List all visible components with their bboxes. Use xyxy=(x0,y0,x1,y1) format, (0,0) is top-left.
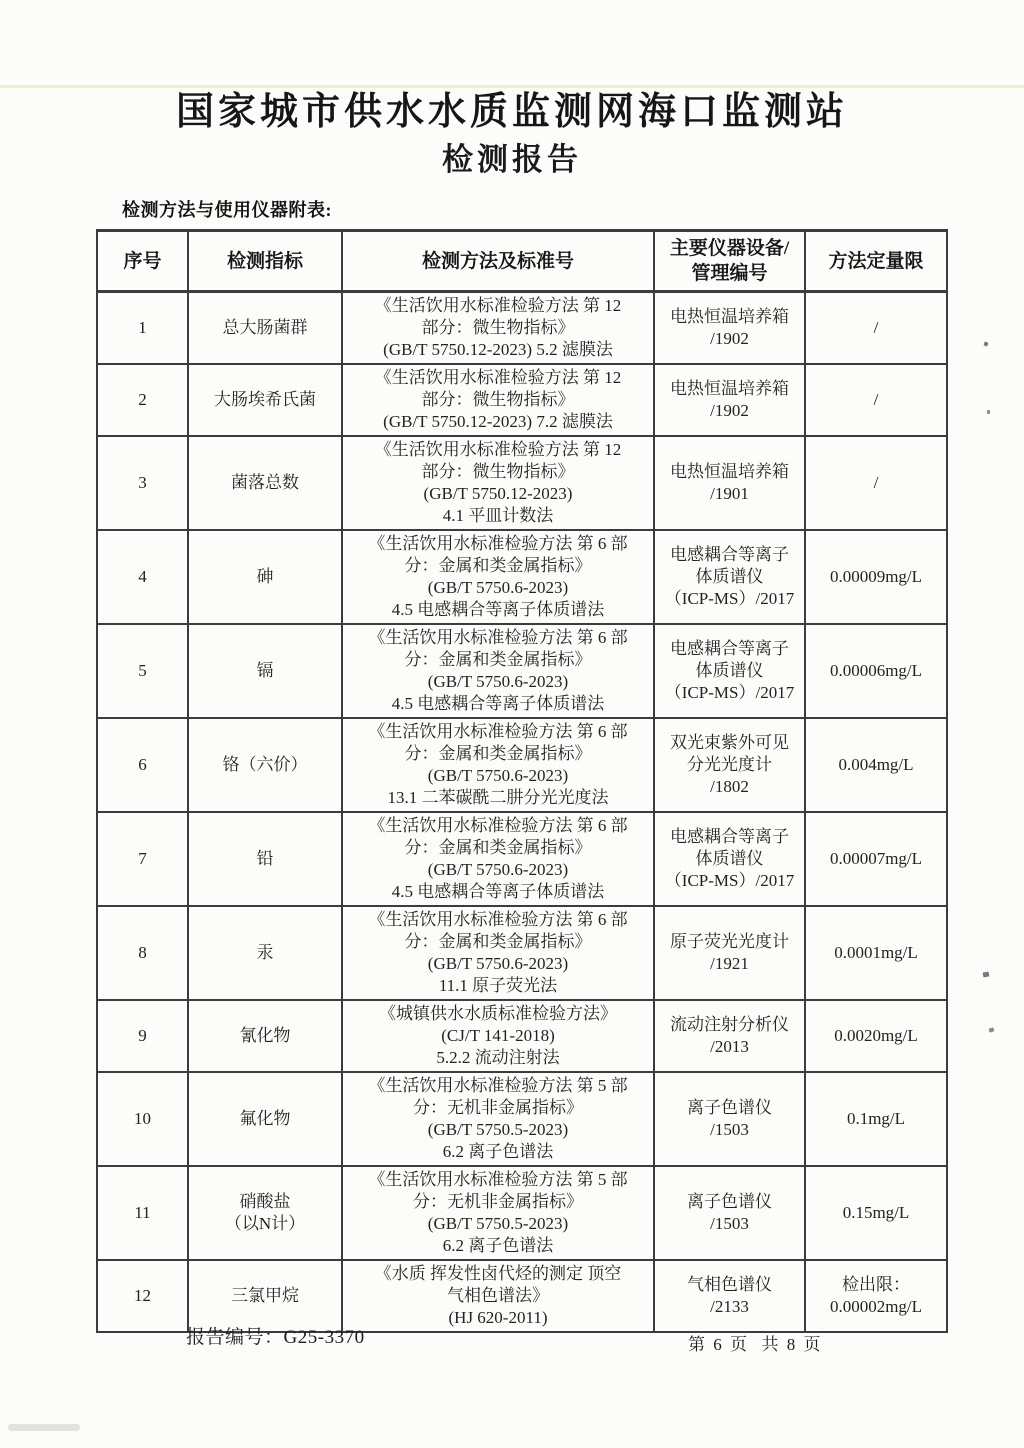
method-cell-line: (GB/T 5750.12-2023) 5.2 滤膜法 xyxy=(383,340,613,359)
method-cell-line: (HJ 620-2011) xyxy=(448,1308,548,1327)
table-row xyxy=(97,624,947,718)
limit-cell-line: 0.00009mg/L xyxy=(829,567,923,586)
indicator-cell-line: 菌落总数 xyxy=(231,473,299,492)
method-cell xyxy=(342,292,654,365)
method-cell xyxy=(342,812,654,906)
method-cell-line: 部分：微生物指标》 xyxy=(421,462,575,481)
indicator-cell xyxy=(188,1166,342,1260)
method-cell-line: 4.5 电感耦合等离子体质谱法 xyxy=(391,694,605,713)
method-cell-line: 6.2 离子色谱法 xyxy=(442,1142,554,1161)
method-cell-line: 《生活饮用水标准检验方法 第 12 xyxy=(374,368,622,387)
row-number: 1 xyxy=(97,292,188,365)
method-cell-line: 分：金属和类金属指标》 xyxy=(404,744,592,763)
col-header-instrument-line2: 管理编号 xyxy=(691,263,768,284)
table-row xyxy=(97,812,947,906)
limit-cell-line: 0.00006mg/L xyxy=(829,661,923,680)
instrument-cell xyxy=(654,530,805,624)
method-cell-line: 《生活饮用水标准检验方法 第 12 xyxy=(374,440,622,459)
col-header-instrument-line1: 主要仪器设备/ xyxy=(669,238,790,259)
limit-cell-line: 0.0020mg/L xyxy=(834,1026,918,1045)
method-cell-line: 《生活饮用水标准检验方法 第 6 部 xyxy=(368,628,628,647)
method-cell-line: 《生活饮用水标准检验方法 第 12 xyxy=(374,296,622,315)
method-cell-line: 5.2.2 流动注射法 xyxy=(436,1048,560,1067)
instrument-cell-line: （ICP-MS）/2017 xyxy=(664,871,795,890)
indicator-cell-line: 三氯甲烷 xyxy=(231,1286,299,1305)
scan-artifact-smudge xyxy=(8,1424,80,1431)
indicator-cell-line: 大肠埃希氏菌 xyxy=(214,390,316,409)
report-number xyxy=(186,1322,365,1349)
row-number: 11 xyxy=(97,1166,188,1260)
method-cell-line: 《生活饮用水标准检验方法 第 5 部 xyxy=(368,1170,628,1189)
indicator-cell-line: 砷 xyxy=(256,567,274,586)
indicator-cell-line: 汞 xyxy=(256,943,274,962)
col-header-method: 检测方法及标准号 xyxy=(342,231,654,292)
limit-cell xyxy=(805,530,947,624)
method-cell-line: (GB/T 5750.6-2023) xyxy=(427,672,569,691)
method-cell-line: (GB/T 5750.6-2023) xyxy=(427,954,569,973)
method-cell-line: (GB/T 5750.12-2023) 7.2 滤膜法 xyxy=(383,412,613,431)
indicator-cell-line: 氟化物 xyxy=(239,1109,291,1128)
method-cell-line: 《生活饮用水标准检验方法 第 6 部 xyxy=(368,534,628,553)
row-number: 8 xyxy=(97,906,188,1000)
table-row xyxy=(97,1000,947,1072)
instrument-cell xyxy=(654,812,805,906)
instrument-cell-line: 原子荧光光度计 xyxy=(670,932,789,951)
instrument-cell xyxy=(654,1166,805,1260)
limit-cell xyxy=(805,812,947,906)
indicator-cell xyxy=(188,436,342,530)
indicator-cell-line: 铬（六价） xyxy=(222,755,308,774)
instrument-cell-line: 电感耦合等离子 xyxy=(670,639,789,658)
indicator-cell xyxy=(188,530,342,624)
indicator-cell xyxy=(188,718,342,812)
limit-cell-line: / xyxy=(873,390,879,409)
method-cell-line: 《生活饮用水标准检验方法 第 6 部 xyxy=(368,816,628,835)
indicator-cell xyxy=(188,1000,342,1072)
method-cell-line: 气相色谱法》 xyxy=(447,1286,549,1305)
method-cell-line: 部分：微生物指标》 xyxy=(421,318,575,337)
instrument-cell xyxy=(654,624,805,718)
limit-cell xyxy=(805,364,947,436)
instrument-cell-line: /1902 xyxy=(710,329,749,348)
limit-cell xyxy=(805,624,947,718)
row-number: 5 xyxy=(97,624,188,718)
limit-cell xyxy=(805,1000,947,1072)
instrument-cell-line: /2133 xyxy=(710,1297,749,1316)
method-cell-line: 《城镇供水水质标准检验方法》 xyxy=(379,1004,617,1023)
instrument-cell-line: /2013 xyxy=(710,1037,749,1056)
limit-cell-line: 0.00002mg/L xyxy=(829,1297,923,1316)
method-cell-line: 11.1 原子荧光法 xyxy=(438,976,558,995)
method-cell xyxy=(342,364,654,436)
method-cell-line: 分：金属和类金属指标》 xyxy=(404,556,592,575)
limit-cell-line: 0.0001mg/L xyxy=(834,943,918,962)
instrument-cell-line: 离子色谱仪 xyxy=(687,1192,772,1211)
limit-cell xyxy=(805,1166,947,1260)
method-cell-line: (GB/T 5750.12-2023) xyxy=(423,484,573,503)
method-cell xyxy=(342,1260,654,1332)
limit-cell-line: 0.004mg/L xyxy=(838,755,914,774)
methods-table xyxy=(96,229,948,1333)
method-cell xyxy=(342,1000,654,1072)
instrument-cell-line: /1802 xyxy=(710,777,749,796)
method-cell-line: 4.5 电感耦合等离子体质谱法 xyxy=(391,600,605,619)
row-number: 7 xyxy=(97,812,188,906)
method-cell-line: (GB/T 5750.6-2023) xyxy=(427,766,569,785)
limit-cell xyxy=(805,1260,947,1332)
indicator-cell xyxy=(188,624,342,718)
limit-cell xyxy=(805,906,947,1000)
method-cell-line: 分：无机非金属指标》 xyxy=(413,1192,583,1211)
instrument-cell-line: 电感耦合等离子 xyxy=(670,827,789,846)
method-cell-line: (GB/T 5750.5-2023) xyxy=(427,1120,569,1139)
indicator-cell xyxy=(188,812,342,906)
instrument-cell-line: 离子色谱仪 xyxy=(687,1098,772,1117)
row-number: 10 xyxy=(97,1072,188,1166)
method-cell xyxy=(342,530,654,624)
report-number-label: 报告编号： xyxy=(186,1327,284,1348)
method-cell-line: (GB/T 5750.5-2023) xyxy=(427,1214,569,1233)
method-cell-line: (CJ/T 141-2018) xyxy=(441,1026,555,1045)
limit-cell-line: 0.00007mg/L xyxy=(829,849,923,868)
method-cell-line: 4.1 平皿计数法 xyxy=(442,506,554,525)
header-row xyxy=(97,231,947,292)
table-row xyxy=(97,436,947,530)
page-title: 国家城市供水水质监测网海口监测站 xyxy=(175,91,848,133)
method-cell xyxy=(342,1072,654,1166)
indicator-cell xyxy=(188,292,342,365)
scan-artifact-speck xyxy=(987,410,990,414)
limit-cell-line: / xyxy=(873,473,879,492)
table-caption: 检测方法与使用仪器附表: xyxy=(122,200,332,220)
method-cell-line: 《生活饮用水标准检验方法 第 5 部 xyxy=(368,1076,628,1095)
instrument-cell-line: 双光束紫外可见 xyxy=(670,733,789,752)
method-cell xyxy=(342,1166,654,1260)
indicator-cell-line: 镉 xyxy=(256,661,274,680)
row-number: 12 xyxy=(97,1260,188,1332)
instrument-cell-line: /1503 xyxy=(710,1214,749,1233)
instrument-cell-line: 电热恒温培养箱 xyxy=(670,307,789,326)
page-subtitle: 检测报告 xyxy=(442,142,582,177)
scan-artifact-speck xyxy=(983,972,990,978)
col-header-no: 序号 xyxy=(97,231,188,292)
scan-artifact-speck xyxy=(989,1027,995,1032)
method-cell-line: 部分：微生物指标》 xyxy=(421,390,575,409)
col-header-instrument xyxy=(654,231,805,292)
instrument-cell xyxy=(654,718,805,812)
limit-cell xyxy=(805,292,947,365)
instrument-cell xyxy=(654,436,805,530)
indicator-cell-line: 氰化物 xyxy=(239,1026,291,1045)
table-row xyxy=(97,1072,947,1166)
method-cell-line: 分：金属和类金属指标》 xyxy=(404,932,592,951)
col-header-indicator: 检测指标 xyxy=(188,231,342,292)
method-cell xyxy=(342,624,654,718)
method-cell xyxy=(342,718,654,812)
instrument-cell xyxy=(654,364,805,436)
table-row xyxy=(97,1166,947,1260)
report-number-value: G25-3370 xyxy=(283,1327,365,1348)
instrument-cell-line: /1503 xyxy=(710,1120,749,1139)
method-cell-line: 4.5 电感耦合等离子体质谱法 xyxy=(391,882,605,901)
instrument-cell xyxy=(654,292,805,365)
limit-cell xyxy=(805,718,947,812)
limit-cell xyxy=(805,1072,947,1166)
scan-artifact-speck xyxy=(983,341,988,346)
method-cell xyxy=(342,906,654,1000)
instrument-cell-line: 电热恒温培养箱 xyxy=(670,462,789,481)
col-header-limit: 方法定量限 xyxy=(805,231,947,292)
table-row xyxy=(97,530,947,624)
indicator-cell-line: （以N计） xyxy=(224,1214,306,1233)
row-number: 3 xyxy=(97,436,188,530)
method-cell-line: (GB/T 5750.6-2023) xyxy=(427,578,569,597)
row-number: 6 xyxy=(97,718,188,812)
instrument-cell-line: /1921 xyxy=(710,954,749,973)
row-number: 9 xyxy=(97,1000,188,1072)
instrument-cell xyxy=(654,906,805,1000)
instrument-cell-line: 体质谱仪 xyxy=(695,849,764,868)
method-cell-line: 13.1 二苯碳酰二肼分光光度法 xyxy=(387,788,609,807)
instrument-cell-line: 分光光度计 xyxy=(687,755,772,774)
limit-cell xyxy=(805,436,947,530)
table-row xyxy=(97,292,947,365)
method-cell-line: (GB/T 5750.6-2023) xyxy=(427,860,569,879)
instrument-cell xyxy=(654,1260,805,1332)
instrument-cell-line: /1901 xyxy=(710,484,749,503)
method-cell-line: 分：金属和类金属指标》 xyxy=(404,650,592,669)
instrument-cell-line: 体质谱仪 xyxy=(695,661,764,680)
method-cell-line: 分：金属和类金属指标》 xyxy=(404,838,592,857)
indicator-cell xyxy=(188,364,342,436)
instrument-cell-line: （ICP-MS）/2017 xyxy=(664,589,795,608)
indicator-cell xyxy=(188,906,342,1000)
page-number: 第 6 页 共 8 页 xyxy=(688,1335,823,1354)
method-cell-line: 《水质 挥发性卤代烃的测定 顶空 xyxy=(374,1264,622,1283)
indicator-cell-line: 硝酸盐 xyxy=(239,1192,291,1211)
row-number: 2 xyxy=(97,364,188,436)
instrument-cell-line: /1902 xyxy=(710,401,749,420)
instrument-cell-line: 气相色谱仪 xyxy=(687,1275,772,1294)
instrument-cell xyxy=(654,1072,805,1166)
instrument-cell-line: 流动注射分析仪 xyxy=(670,1015,789,1034)
table-row xyxy=(97,906,947,1000)
method-cell-line: 6.2 离子色谱法 xyxy=(442,1236,554,1255)
instrument-cell-line: 电感耦合等离子 xyxy=(670,545,789,564)
instrument-cell-line: 体质谱仪 xyxy=(695,567,764,586)
limit-cell-line: / xyxy=(873,318,879,337)
method-cell-line: 分：无机非金属指标》 xyxy=(413,1098,583,1117)
method-cell-line: 《生活饮用水标准检验方法 第 6 部 xyxy=(368,722,628,741)
instrument-cell-line: （ICP-MS）/2017 xyxy=(664,683,795,702)
limit-cell-line: 0.1mg/L xyxy=(846,1109,906,1128)
method-cell-line: 《生活饮用水标准检验方法 第 6 部 xyxy=(368,910,628,929)
method-cell xyxy=(342,436,654,530)
instrument-cell xyxy=(654,1000,805,1072)
limit-cell-line: 0.15mg/L xyxy=(842,1203,910,1222)
indicator-cell-line: 总大肠菌群 xyxy=(222,318,308,337)
row-number: 4 xyxy=(97,530,188,624)
table-row xyxy=(97,364,947,436)
indicator-cell xyxy=(188,1072,342,1166)
instrument-cell-line: 电热恒温培养箱 xyxy=(670,379,789,398)
limit-cell-line: 检出限： xyxy=(842,1275,910,1294)
indicator-cell-line: 铅 xyxy=(256,849,274,868)
table-row xyxy=(97,718,947,812)
